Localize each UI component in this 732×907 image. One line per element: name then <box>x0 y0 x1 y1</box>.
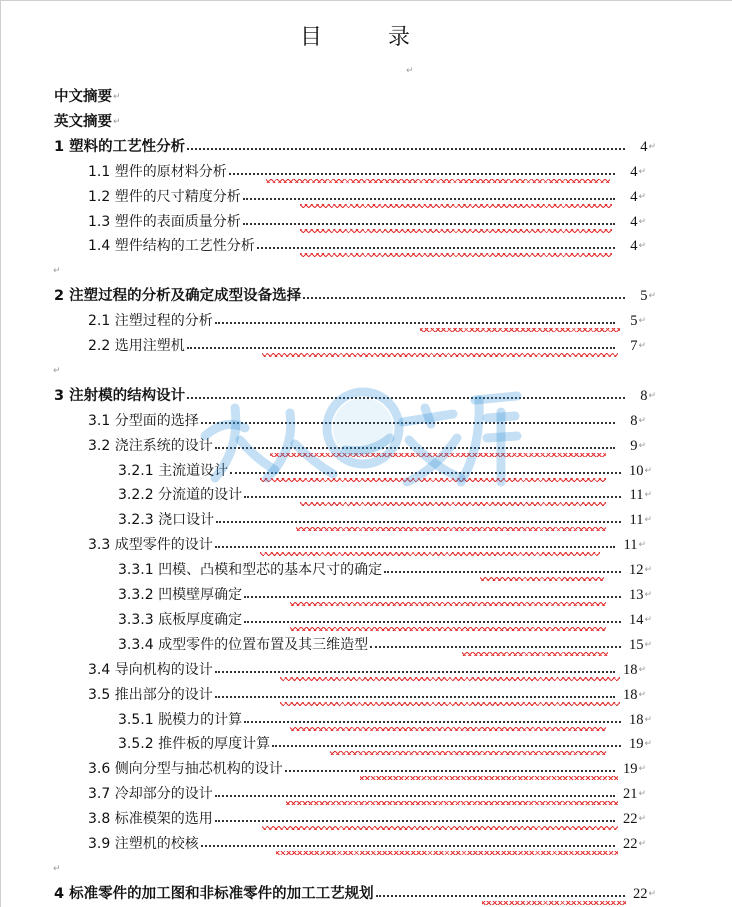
toc-chapter-entry[interactable] <box>54 136 656 158</box>
spellcheck-underline <box>480 577 604 581</box>
toc-page-number: 8 <box>640 388 648 404</box>
paragraph-mark: ↵ <box>638 241 646 251</box>
paragraph-mark: ↵ <box>53 266 61 276</box>
toc-chapter-entry[interactable] <box>54 86 121 108</box>
toc-page-number: 15 <box>628 637 644 653</box>
paragraph-mark: ↵ <box>644 615 652 625</box>
toc-dot-leader <box>244 721 621 723</box>
toc-page-number: 8 <box>630 413 638 429</box>
toc-dot-leader <box>215 820 616 822</box>
toc-page-number: 19 <box>628 736 644 752</box>
spellcheck-underline <box>262 353 618 357</box>
toc-entry-title: 3.2.3 浇口设计 <box>118 512 215 528</box>
toc-dot-leader <box>376 895 626 897</box>
toc-entry-title: 3.2.1 主流道设计 <box>118 463 229 479</box>
toc-entry-title: 3.5 推出部分的设计 <box>88 687 213 703</box>
spellcheck-underline <box>462 652 608 656</box>
toc-page-number: 12 <box>628 562 644 578</box>
toc-entry-title: 3.1 分型面的选择 <box>88 413 199 429</box>
paragraph-mark: ↵ <box>113 117 121 127</box>
toc-entry-title: 英文摘要 <box>54 114 112 130</box>
toc-dot-leader <box>243 223 616 225</box>
toc-dot-leader <box>244 596 621 598</box>
page-border-top <box>0 0 732 1</box>
toc-entry-title: 3.3.1 凹模、凸模和型芯的基本尺寸的确定 <box>118 562 383 578</box>
spellcheck-underline <box>300 502 606 506</box>
paragraph-mark: ↵ <box>644 565 652 575</box>
spellcheck-underline <box>420 328 620 332</box>
toc-dot-leader <box>215 546 616 548</box>
toc-entry-title: 3.2 浇注系统的设计 <box>88 438 213 454</box>
toc-dot-leader <box>243 198 616 200</box>
paragraph-mark: ↵ <box>638 690 646 700</box>
toc-page-number: 22 <box>622 811 638 827</box>
spellcheck-underline <box>290 727 606 731</box>
toc-page-number: 21 <box>622 786 638 802</box>
toc-dot-leader <box>216 521 621 523</box>
spellcheck-underline <box>330 751 606 755</box>
paragraph-mark: ↵ <box>638 441 646 451</box>
toc-page-number: 4 <box>630 189 638 205</box>
toc-entry-title: 3.2.2 分流道的设计 <box>118 487 243 503</box>
toc-title <box>0 20 732 51</box>
paragraph-mark: ↵ <box>113 92 121 102</box>
spellcheck-underline <box>482 901 626 905</box>
toc-dot-leader <box>215 447 616 449</box>
spellcheck-underline <box>300 204 612 208</box>
toc-dot-leader <box>229 173 616 175</box>
paragraph-mark: ↵ <box>638 416 646 426</box>
toc-entry-title: 2 注塑过程的分析及确定成型设备选择 <box>54 288 302 304</box>
toc-title-text: 目 录 <box>299 25 432 50</box>
spellcheck-underline <box>262 826 618 830</box>
spellcheck-underline <box>270 453 606 457</box>
spellcheck-underline <box>276 851 618 855</box>
spellcheck-underline <box>286 801 618 805</box>
toc-entry-title: 4 标准零件的加工图和非标准零件的加工工艺规划 <box>54 886 374 902</box>
toc-dot-leader <box>285 770 616 772</box>
toc-dot-leader <box>201 845 616 847</box>
toc-entry-title: 1.4 塑件结构的工艺性分析 <box>88 238 255 254</box>
toc-dot-leader <box>201 422 616 424</box>
toc-page-number: 4 <box>640 139 648 155</box>
toc-page-number: 5 <box>630 313 638 329</box>
paragraph-mark: ↵ <box>644 515 652 525</box>
toc-dot-leader <box>215 696 616 698</box>
toc-dot-leader <box>215 795 616 797</box>
paragraph-mark: ↵ <box>638 764 646 774</box>
paragraph-mark: ↵ <box>638 316 646 326</box>
toc-entry-title: 3.5.1 脱模力的计算 <box>118 712 243 728</box>
toc-chapter-entry[interactable] <box>54 385 656 407</box>
toc-entry-title: 3.3.3 底板厚度确定 <box>118 612 243 628</box>
spellcheck-underline <box>260 552 600 556</box>
toc-entry-title: 3.3.4 成型零件的位置布置及其三维造型 <box>118 637 369 653</box>
spellcheck-underline <box>290 602 606 606</box>
paragraph-mark: ↵ <box>644 590 652 600</box>
paragraph-mark: ↵ <box>406 66 414 76</box>
paragraph-mark: ↵ <box>638 839 646 849</box>
paragraph-mark: ↵ <box>53 864 61 874</box>
toc-chapter-entry[interactable] <box>54 285 656 307</box>
spellcheck-underline <box>280 702 620 706</box>
toc-page-number: 11 <box>629 487 644 503</box>
toc-dot-leader <box>215 322 616 324</box>
toc-dot-leader <box>187 397 625 399</box>
toc-entry-title: 3.5.2 推件板的厚度计算 <box>118 736 271 752</box>
toc-page-number: 11 <box>623 537 638 553</box>
toc-page-number: 10 <box>628 463 644 479</box>
toc-page-number: 18 <box>622 662 638 678</box>
toc-entry-title: 1.1 塑件的原材料分析 <box>88 164 227 180</box>
paragraph-mark: ↵ <box>644 466 652 476</box>
toc-entry-title: 中文摘要 <box>54 89 112 105</box>
toc-page-number: 13 <box>628 587 644 603</box>
toc-entry-title: 2.2 选用注塑机 <box>88 338 185 354</box>
toc-entry-title: 3.9 注塑机的校核 <box>88 836 199 852</box>
spellcheck-underline <box>300 229 612 233</box>
toc-entry-title: 1.3 塑件的表面质量分析 <box>88 214 241 230</box>
toc-page-number: 22 <box>632 886 648 902</box>
toc-page-number: 4 <box>630 164 638 180</box>
paragraph-mark: ↵ <box>648 142 656 152</box>
toc-dot-leader <box>370 646 621 648</box>
toc-dot-leader <box>303 297 625 299</box>
paragraph-mark: ↵ <box>648 391 656 401</box>
paragraph-mark: ↵ <box>53 366 61 376</box>
toc-page-number: 5 <box>640 288 648 304</box>
paragraph-mark: ↵ <box>638 789 646 799</box>
toc-entry-title: 1 塑料的工艺性分析 <box>54 139 186 155</box>
toc-dot-leader <box>244 621 621 623</box>
toc-page-number: 19 <box>622 761 638 777</box>
toc-dot-leader <box>384 571 621 573</box>
toc-entry-title: 3.7 冷却部分的设计 <box>88 786 213 802</box>
paragraph-mark: ↵ <box>638 540 646 550</box>
toc-entry-title: 3.6 侧向分型与抽芯机构的设计 <box>88 761 283 777</box>
paragraph-mark: ↵ <box>638 167 646 177</box>
toc-dot-leader <box>244 496 621 498</box>
toc-page-number: 9 <box>630 438 638 454</box>
toc-entry-title: 3.3.2 凹模壁厚确定 <box>118 587 243 603</box>
spellcheck-underline <box>280 677 620 681</box>
spellcheck-underline <box>300 253 612 257</box>
paragraph-mark: ↵ <box>638 814 646 824</box>
toc-page-number: 18 <box>628 712 644 728</box>
toc-page-number: 4 <box>630 238 638 254</box>
toc-dot-leader <box>215 671 616 673</box>
spellcheck-underline <box>260 478 606 482</box>
toc-entry-title: 2.1 注塑过程的分析 <box>88 313 213 329</box>
toc-dot-leader <box>230 472 621 474</box>
toc-page-number: 14 <box>628 612 644 628</box>
paragraph-mark: ↵ <box>644 640 652 650</box>
paragraph-mark: ↵ <box>644 490 652 500</box>
toc-dot-leader <box>257 247 616 249</box>
toc-page-number: 7 <box>630 338 638 354</box>
toc-entry-title: 3.4 导向机构的设计 <box>88 662 213 678</box>
toc-chapter-entry[interactable] <box>54 111 121 133</box>
paragraph-mark: ↵ <box>638 665 646 675</box>
page-border-left <box>0 0 1 907</box>
toc-page-number: 11 <box>629 512 644 528</box>
toc-page-number: 22 <box>622 836 638 852</box>
spellcheck-underline <box>290 627 606 631</box>
toc-page-number: 18 <box>622 687 638 703</box>
toc-entry-title: 3.8 标准模架的选用 <box>88 811 213 827</box>
spellcheck-underline <box>266 179 610 183</box>
spellcheck-underline <box>360 776 618 780</box>
paragraph-mark: ↵ <box>638 192 646 202</box>
toc-entry-title: 1.2 塑件的尺寸精度分析 <box>88 189 241 205</box>
paragraph-mark: ↵ <box>638 217 646 227</box>
toc-section-entry[interactable] <box>88 410 646 432</box>
paragraph-mark: ↵ <box>644 715 652 725</box>
toc-page-number: 4 <box>630 214 638 230</box>
paragraph-mark: ↵ <box>648 291 656 301</box>
toc-entry-title: 3 注射模的结构设计 <box>54 388 186 404</box>
toc-dot-leader <box>187 148 625 150</box>
paragraph-mark: ↵ <box>648 889 656 899</box>
toc-entry-title: 3.3 成型零件的设计 <box>88 537 213 553</box>
toc-dot-leader <box>272 745 621 747</box>
paragraph-mark: ↵ <box>638 341 646 351</box>
spellcheck-underline <box>296 527 606 531</box>
toc-dot-leader <box>187 347 616 349</box>
paragraph-mark: ↵ <box>644 739 652 749</box>
